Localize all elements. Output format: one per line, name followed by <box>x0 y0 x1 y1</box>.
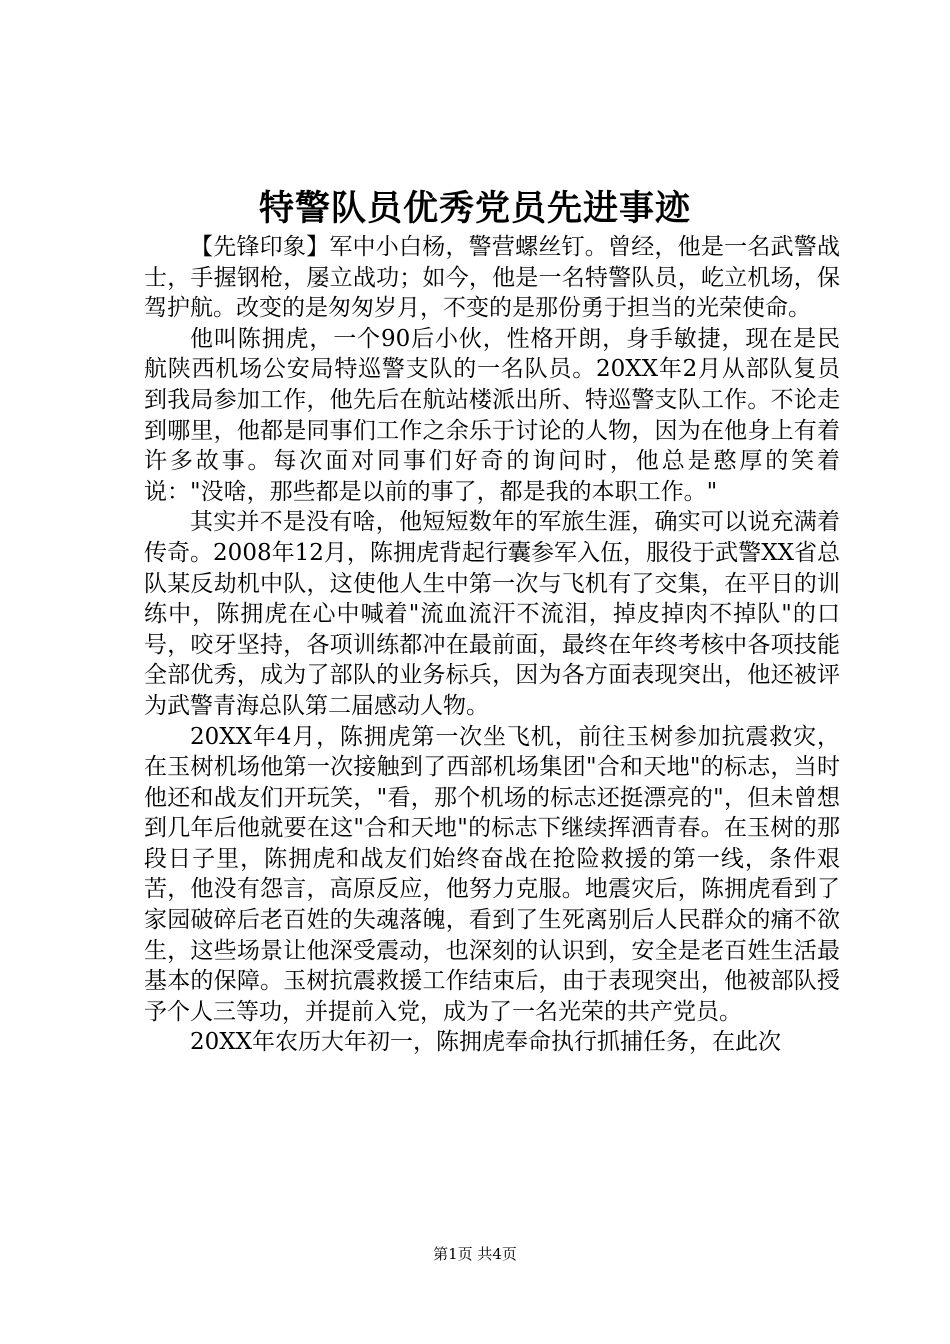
document-title: 特警队员优秀党员先进事迹 <box>258 188 691 229</box>
paragraph-2: 他叫陈拥虎，一个90后小伙，性格开朗，身手敏捷，现在是民航陕西机场公安局特巡警支队的一名队员。20XX年2月从部队复员到我局参加工作，他先后在航站楼派出所、特巡警支队工作。不论走到哪里，他都是同事们工作之余乐于讨论的人物，因为在他身上有着许多故事。每次面对同事们好奇的询问时，他总是憨厚的笑着说："没啥，那些都是以前的事了，都是我的本职工作。" <box>144 325 840 505</box>
paragraph-5: 20XX年农历大年初一，陈拥虎奉命执行抓捕任务，在此次 <box>190 1029 782 1056</box>
document-body <box>144 232 840 1058</box>
paragraph-1: 【先锋印象】军中小白杨，警营螺丝钉。曾经，他是一名武警战士，手握钢枪，屡立战功；如今，他是一名特警队员，屹立机场，保驾护航。改变的是匆匆岁月，不变的是那份勇于担当的光荣使命。 <box>144 234 840 322</box>
paragraph-4: 20XX年4月，陈拥虎第一次坐飞机，前往玉树参加抗震救灾，在玉树机场他第一次接触到了西部机场集团"合和天地"的标志，当时他还和战友们开玩笑，"看，那个机场的标志还挺漂亮的"，但未曾想到几年后他就要在这"合和天地"的标志下继续挥洒青春。在玉树的那段日子里，陈拥虎和战友们始终奋战在抢险救援的第一线，条件艰苦，他没有怨言，高原反应，他努力克服。地震灾后，陈拥虎看到了家园破碎后老百姓的失魂落魄，看到了生死离别后人民群众的痛不欲生，这些场景让他深受震动，也深刻的认识到，安全是老百姓生活最基本的保障。玉树抗震救援工作结束后，由于表现突出，他被部队授予个人三等功，并提前入党，成为了一名光荣的共产党员。 <box>144 723 840 1025</box>
page-footer: 第1页 共4页 <box>433 1245 517 1263</box>
paragraph-3: 其实并不是没有啥，他短短数年的军旅生涯，确实可以说充满着传奇。2008年12月，陈拥虎背起行囊参军入伍，服役于武警XX省总队某反劫机中队，这使他人生中第一次与飞机有了交集，在平日的训练中，陈拥虎在心中喊着"流血流汗不流泪，掉皮掉肉不掉队"的口号，咬牙坚持，各项训练都冲在最前面，最终在年终考核中各项技能全部优秀，成为了部队的业务标兵，因为各方面表现突出，他还被评为武警青海总队第二届感动人物。 <box>144 509 840 719</box>
